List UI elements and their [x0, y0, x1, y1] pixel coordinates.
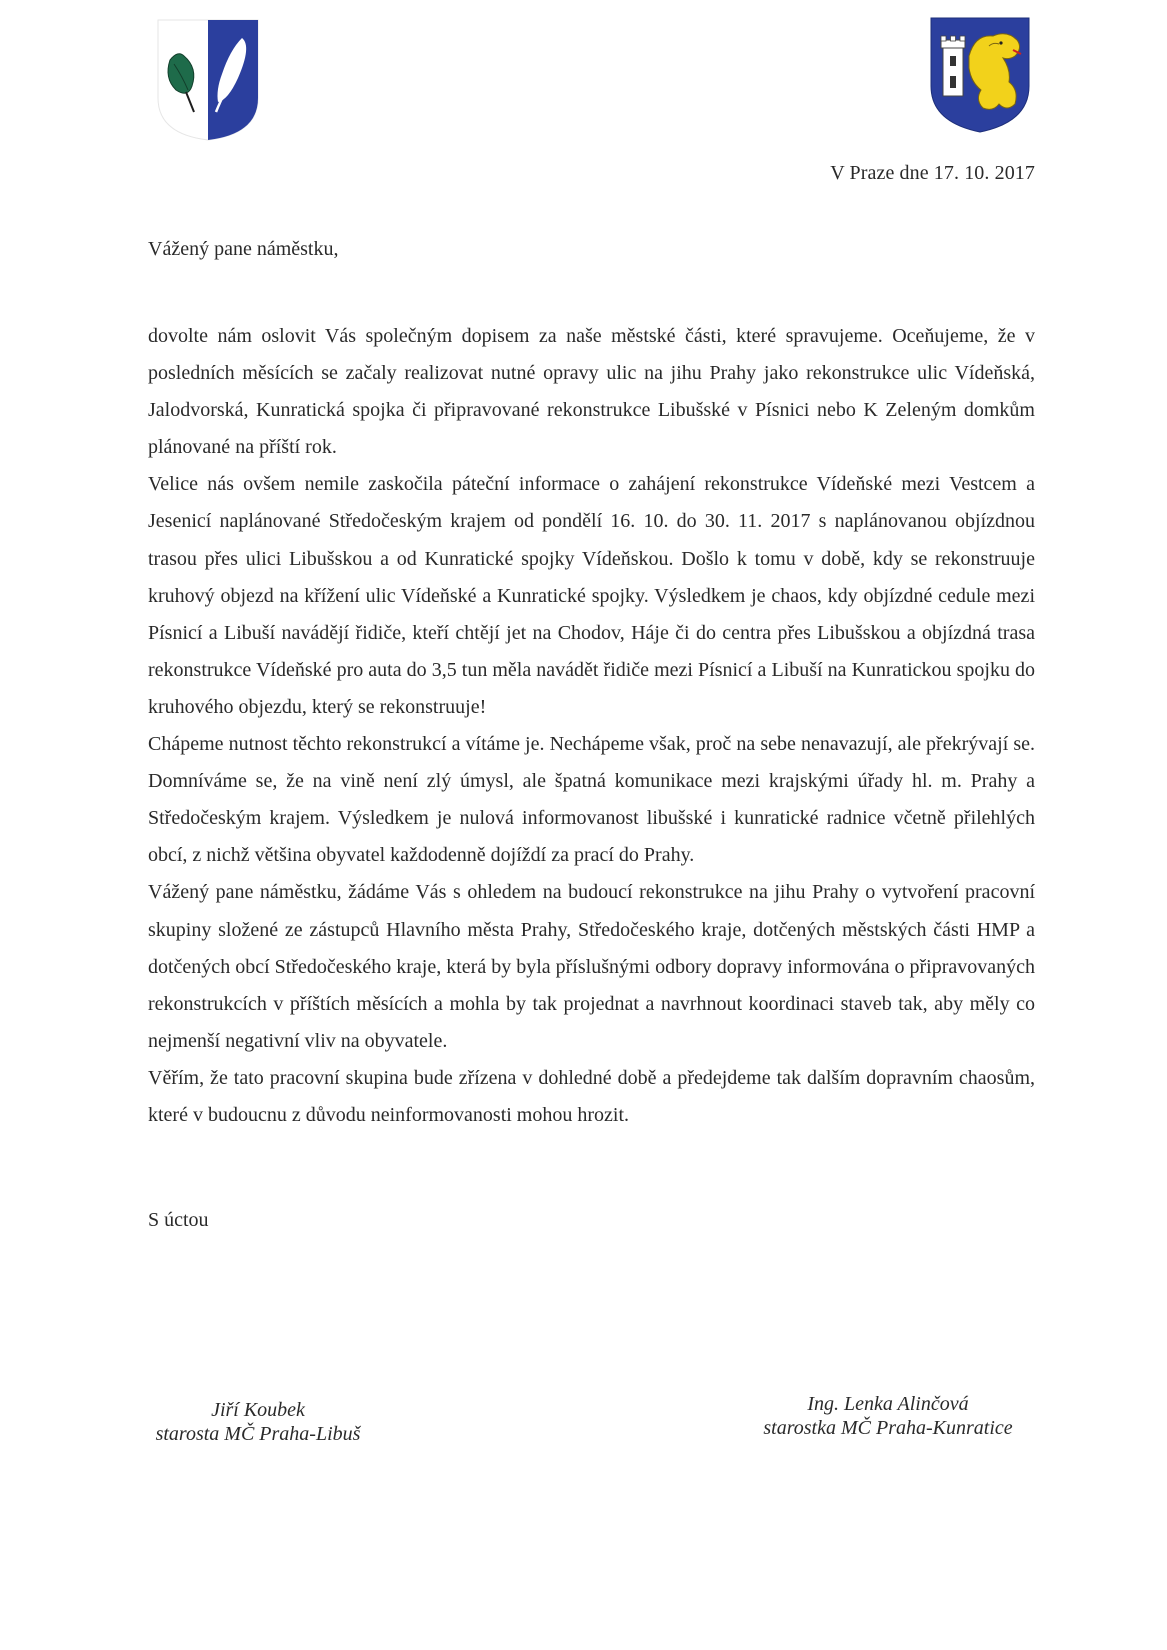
kunratice-coat-of-arms-icon — [929, 16, 1031, 134]
signature-block-libus — [148, 1398, 368, 1446]
salutation: Vážený pane náměstku, — [148, 238, 339, 260]
signature-block-kunratice — [758, 1392, 1018, 1440]
paragraph-3: Chápeme nutnost těchto rekonstrukcí a vítáme je. Nechápeme však, proč na sebe nenavazují, ale překrývají se. Domníváme se, že na vině není zlý úmysl, ale špatná komunikace mezi krajskými úřady hl. m. Prahy a Středočeským krajem. Výsledkem je nulová informovanost libušské i kunratické radnice včetně přilehlých obcí, z nichž většina obyvatel každodenně dojíždí za prací do Prahy. — [148, 733, 1035, 867]
libus-coat-of-arms-icon — [156, 16, 260, 142]
signatory-role: starostka MČ Praha-Kunratice — [763, 1417, 1013, 1439]
signatory-name: Ing. Lenka Alinčová — [807, 1393, 969, 1415]
letter-date: V Praze dne 17. 10. 2017 — [830, 162, 1035, 184]
letter-body — [148, 318, 1035, 1134]
paragraph-2: Velice nás ovšem nemile zaskočila páteční informace o zahájení rekonstrukce Vídeňské mezi Vestcem a Jesenicí naplánované Středočeským krajem od pondělí 16. 10. do 30. 11. 2017 s naplánovanou objízdnou trasou přes ulici Libušskou a od Kunratické spojky Vídeňskou. Došlo k tomu v době, kdy se rekonstruuje kruhový objezd na křížení ulic Vídeňské a Kunratické spojky. Výsledkem je chaos, kdy objízdné cedule mezi Písnicí a Libuší navádějí řidiče, kteří chtějí jet na Chodov, Háje či do centra přes Libušskou a objízdná trasa rekonstrukce Vídeňské pro auta do 3,5 tun měla navádět řidiče mezi Písnicí a Libuší na Kunratickou spojku do kruhového objezdu, který se rekonstruuje! — [148, 473, 1035, 718]
signatory-name: Jiří Koubek — [211, 1399, 305, 1421]
closing: S úctou — [148, 1209, 209, 1231]
paragraph-4: Vážený pane náměstku, žádáme Vás s ohledem na budoucí rekonstrukce na jihu Prahy o vytvoření pracovní skupiny složené ze zástupců Hlavního města Prahy, Středočeského kraje, dotčených městských části HMP a dotčených obcí Středočeského kraje, která by byla příslušnými odbory dopravy informována o připravovaných rekonstrukcích v příštích měsících a mohla by tak projednat a navrhnout koordinaci staveb tak, aby měly co nejmenší negativní vliv na obyvatele. — [148, 881, 1035, 1052]
signatory-role: starosta MČ Praha-Libuš — [155, 1423, 361, 1445]
paragraph-5: Věřím, že tato pracovní skupina bude zřízena v dohledné době a předejdeme tak dalším dopravním chaosům, které v budoucnu z důvodu neinformovanosti mohou hrozit. — [148, 1066, 1035, 1126]
paragraph-1: dovolte nám oslovit Vás společným dopisem za naše městské části, které spravujeme. Oceňujeme, že v posledních měsících se začaly realizovat nutné opravy ulic na jihu Prahy jako rekonstrukce ulic Vídeňská, Jalodvorská, Kunratická spojka či připravované rekonstrukce Libušské v Písnici nebo K Zeleným domkům plánované na příští rok. — [148, 325, 1035, 459]
